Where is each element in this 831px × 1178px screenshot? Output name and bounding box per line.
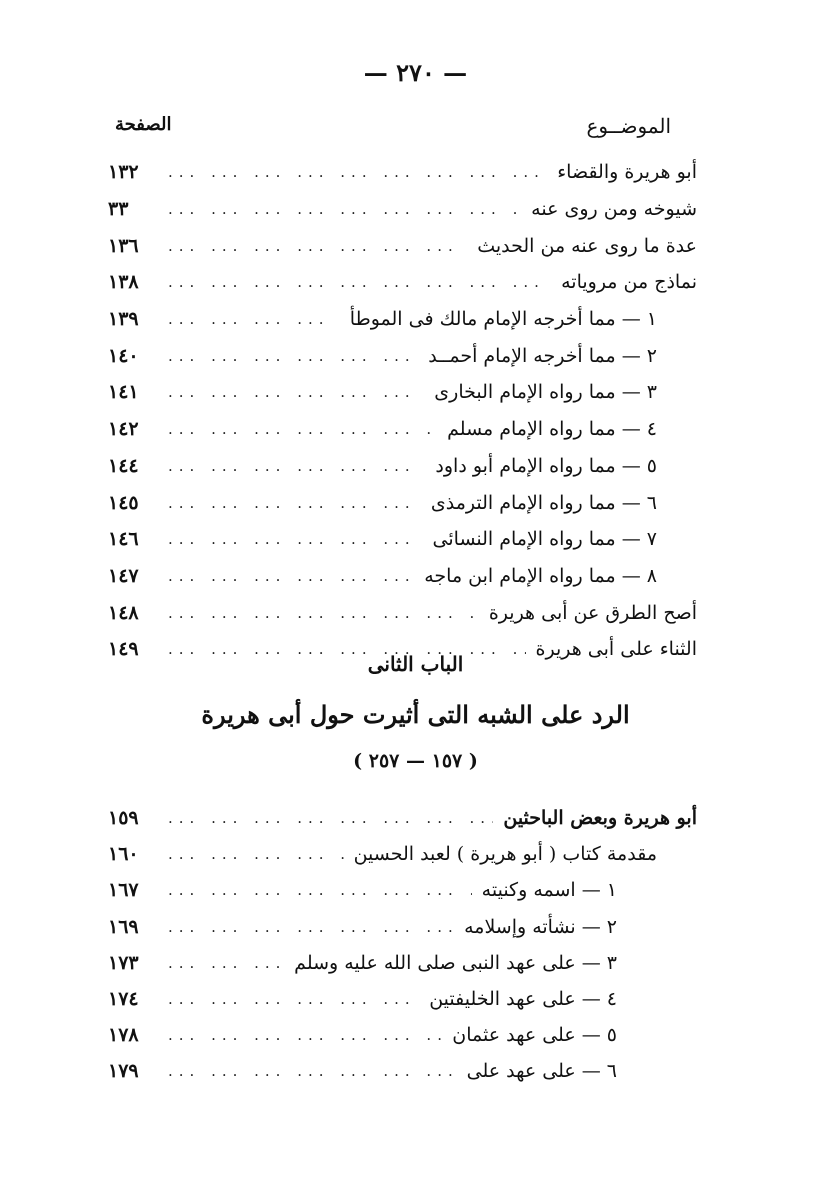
page-number: — ٢٧٠ — [363,58,468,87]
toc-entry [108,981,697,1017]
toc-entry-title: ٢ — نشأته وإسلامه [464,915,617,938]
toc-entry-page: ١٧٨ [108,1024,139,1047]
toc-entry [108,1053,697,1089]
toc-leader-dots [168,845,344,863]
toc-entry-title: ١ — اسمه وكنيته [481,879,617,902]
toc-entry-title: ٦ — مما رواه الإمام الترمذى [430,491,657,514]
toc-entry-page: ١٤٨ [108,601,139,624]
table-of-contents-part-2 [108,800,697,1090]
toc-entry [108,594,697,631]
toc-entry-title: ٦ — على عهد على [466,1060,617,1083]
toc-entry [108,484,697,521]
toc-entry [108,521,697,558]
toc-entry-page: ١٤٤ [108,454,139,477]
toc-entry [108,909,697,945]
toc-entry-title: ٢ — مما أخرجه الإمام أحمــد [428,344,657,367]
toc-entry-title: شيوخه ومن روى عنه [531,198,697,221]
toc-leader-dots [168,457,425,475]
toc-leader-dots [168,809,493,827]
toc-entry [108,411,697,448]
toc-entry-title: أصح الطرق عن أبى هريرة [488,601,697,624]
toc-entry-title: نماذج من مروياته [561,271,697,294]
toc-entry-title: ٥ — على عهد عثمان [452,1024,617,1047]
toc-leader-dots [168,604,479,622]
toc-entry-page: ١٤٠ [108,344,139,367]
toc-leader-dots [168,530,423,548]
toc-leader-dots [168,310,340,328]
topic-column-header: الموضــوع [586,114,671,138]
toc-entry-title: ٨ — مما رواه الإمام ابن ماجه [424,564,657,587]
toc-entry [108,191,697,228]
toc-entry-page: ١٤٥ [108,491,139,514]
toc-entry-title: الثناء على أبى هريرة [535,638,697,661]
toc-entry-page: ١٧٤ [108,988,139,1011]
toc-entry-page: ١٧٣ [108,951,139,974]
toc-entry-page: ١٣٩ [108,308,139,331]
toc-entry-page: ١٣٦ [108,234,139,257]
toc-leader-dots [168,990,419,1008]
toc-leader-dots [168,237,467,255]
toc-entry-page: ١٤٧ [108,564,139,587]
toc-entry [108,872,697,908]
toc-leader-dots [168,347,418,365]
toc-entry-page: ١٤٦ [108,528,139,551]
toc-entry [108,337,697,374]
toc-entry-page: ١٤٩ [108,638,139,661]
toc-entry [108,836,697,872]
toc-entry [108,800,697,836]
toc-entry-title: ٤ — مما رواه الإمام مسلم [447,418,657,441]
toc-entry-page: ٣٣ [108,198,129,221]
page-column-header: الصفحة [115,114,172,135]
toc-leader-dots [168,163,547,181]
toc-entry [108,227,697,264]
toc-entry [108,301,697,338]
toc-entry [108,154,697,191]
toc-leader-dots [168,954,284,972]
toc-entry [108,374,697,411]
toc-leader-dots [168,420,437,438]
toc-entry-title: مقدمة كتاب ( أبو هريرة ) لعبد الحسين [353,843,657,866]
toc-entry-title: ٥ — مما رواه الإمام أبو داود [435,454,657,477]
toc-entry [108,558,697,595]
toc-leader-dots [168,383,424,401]
toc-entry-title: أبو هريرة وبعض الباحثين [503,807,697,830]
toc-entry [108,264,697,301]
toc-entry-title: ٣ — على عهد النبى صلى الله عليه وسلم [294,951,617,974]
toc-leader-dots [168,567,414,585]
toc-entry [108,945,697,981]
chapter-label: الباب الثانى [367,652,464,676]
toc-entry-title: ٧ — مما رواه الإمام النسائى [432,528,657,551]
toc-entry-page: ١٤١ [108,381,139,404]
toc-leader-dots [168,273,551,291]
table-of-contents-part-1 [108,154,697,668]
toc-leader-dots [168,200,521,218]
toc-entry-page: ١٧٩ [108,1060,139,1083]
toc-leader-dots [168,494,421,512]
chapter-title: الرد على الشبه التى أثيرت حول أبى هريرة [201,700,630,729]
toc-leader-dots [168,1026,442,1044]
toc-entry [108,1017,697,1053]
toc-entry-title: عدة ما روى عنه من الحديث [477,234,697,257]
toc-entry-title: ٣ — مما رواه الإمام البخارى [434,381,657,404]
toc-leader-dots [168,1062,457,1080]
chapter-page-range: ( ١٥٧ — ٢٥٧ ) [353,750,478,772]
toc-entry-title: أبو هريرة والقضاء [557,161,697,184]
toc-leader-dots [168,918,454,936]
toc-entry-page: ١٦٩ [108,915,139,938]
toc-entry-page: ١٥٩ [108,807,139,830]
toc-entry-page: ١٣٢ [108,161,139,184]
toc-entry-title: ٤ — على عهد الخليفتين [429,988,617,1011]
toc-entry-page: ١٣٨ [108,271,139,294]
toc-leader-dots [168,881,472,899]
toc-entry-title: ١ — مما أخرجه الإمام مالك فى الموطأ [349,308,657,331]
toc-entry-page: ١٦٧ [108,879,139,902]
toc-entry-page: ١٤٢ [108,418,139,441]
toc-entry-page: ١٦٠ [108,843,139,866]
toc-entry [108,448,697,485]
